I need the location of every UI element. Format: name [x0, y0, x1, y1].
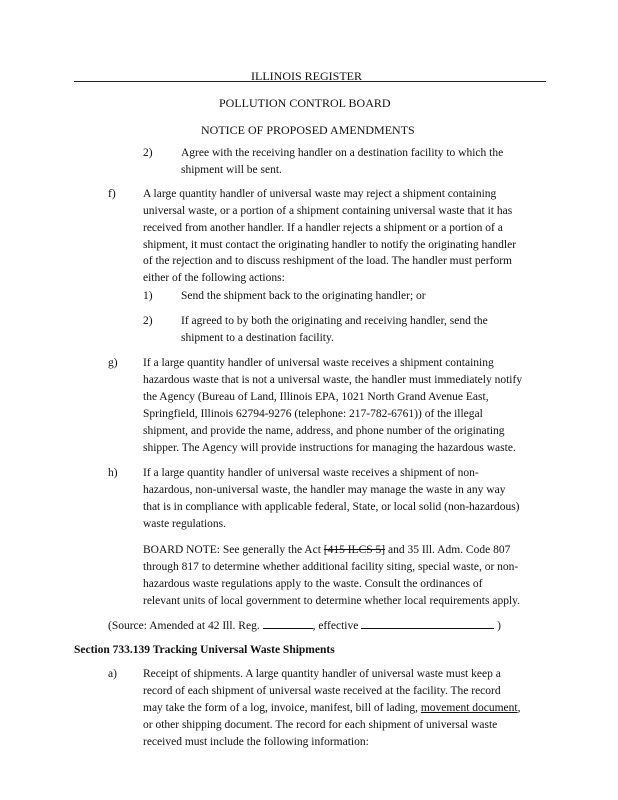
body-line: hazardous, non-universal waste, the handler may manage the waste in any way — [143, 484, 506, 496]
body-line: Agree with the receiving handler on a destination facility to which the — [181, 147, 504, 159]
paragraph-label-a: a) — [108, 668, 117, 680]
body-line: the Agency (Bureau of Land, Illinois EPA, 1021 North Grand Avenue East, — [143, 391, 489, 403]
reg-blank — [263, 618, 313, 629]
source-text: ) — [494, 620, 501, 632]
body-line: record of each shipment of universal waste received at the facility. The record — [143, 685, 501, 697]
body-text: , — [517, 702, 521, 714]
body-text: may take the form of a log, invoice, manifest, bill of lading, — [143, 702, 421, 714]
underlined-insertion: movement document — [420, 702, 518, 714]
body-line: Receipt of shipments. A large quantity handler of universal waste must keep a — [143, 668, 501, 680]
board-title: POLLUTION CONTROL BOARD — [219, 96, 391, 110]
board-note-text: and 35 Ill. Adm. Code 807 — [385, 544, 511, 556]
body-line: If agreed to by both the originating and receiving handler, send the — [181, 315, 488, 327]
item-label: 1) — [143, 290, 153, 302]
paragraph-label-g: g) — [108, 357, 118, 369]
body-line: A large quantity handler of universal waste may reject a shipment containing — [143, 188, 497, 200]
body-line: Springfield, Illinois 62794-9276 (telephone: 217-782-6761)) of the illegal — [143, 408, 483, 420]
board-note-text: BOARD NOTE: See generally the Act — [143, 544, 324, 556]
body-line: If a large quantity handler of universal waste receives a shipment containing — [143, 357, 494, 369]
body-line: received must include the following information: — [143, 736, 369, 748]
paragraph-label-f: f) — [108, 188, 116, 200]
body-line: of the rejection and to discuss reshipment of the load. The handler must perform — [143, 255, 512, 267]
body-line: shipment to a destination facility. — [181, 332, 334, 344]
source-text: , effective — [312, 620, 362, 632]
body-line: shipment, it must contact the originating handler to notify the originating handler — [143, 239, 517, 251]
struck-citation: [415 ILCS 5] — [323, 544, 386, 556]
body-line: or other shipping document. The record for each shipment of universal waste — [143, 719, 498, 731]
body-line: that is in compliance with applicable federal, State, or local solid (non-hazardous) — [143, 501, 520, 513]
register-title: ILLINOIS REGISTER — [251, 69, 362, 83]
body-line: received from another handler. If a handler rejects a shipment or a portion of a — [143, 222, 503, 234]
body-line — [143, 700, 521, 717]
body-line: Send the shipment back to the originating handler; or — [181, 290, 426, 302]
body-line: waste regulations. — [143, 518, 227, 530]
source-text: (Source: Amended at 42 Ill. Reg. — [108, 620, 263, 632]
body-line: hazardous waste regulations apply to the waste. Consult the ordinances of — [143, 578, 483, 590]
paragraph-label-h: h) — [108, 467, 118, 479]
body-line: If a large quantity handler of universal waste receives a shipment of non- — [143, 467, 479, 479]
item-label: 2) — [143, 315, 153, 327]
body-line: hazardous waste that is not a universal waste, the handler must immediately notify — [143, 374, 523, 386]
effective-blank — [361, 618, 494, 629]
body-line: relevant units of local government to determine whether local requirements apply. — [143, 595, 521, 607]
section-heading: Section 733.139 Tracking Universal Waste Shipments — [74, 644, 335, 656]
body-line: shipper. The Agency will provide instructions for managing the hazardous waste. — [143, 442, 516, 454]
notice-title: NOTICE OF PROPOSED AMENDMENTS — [201, 123, 415, 137]
body-line: shipment, and provide the name, address, and phone number of the originating — [143, 425, 505, 437]
board-note-line — [143, 542, 510, 559]
item-label: 2) — [143, 147, 153, 159]
body-line: shipment will be sent. — [181, 164, 282, 176]
body-line: universal waste, or a portion of a shipment containing universal waste that it has — [143, 205, 513, 217]
body-line: through 817 to determine whether additional facility siting, special waste, or non- — [143, 561, 519, 573]
body-line: either of the following actions: — [143, 272, 285, 284]
source-note — [108, 618, 501, 635]
